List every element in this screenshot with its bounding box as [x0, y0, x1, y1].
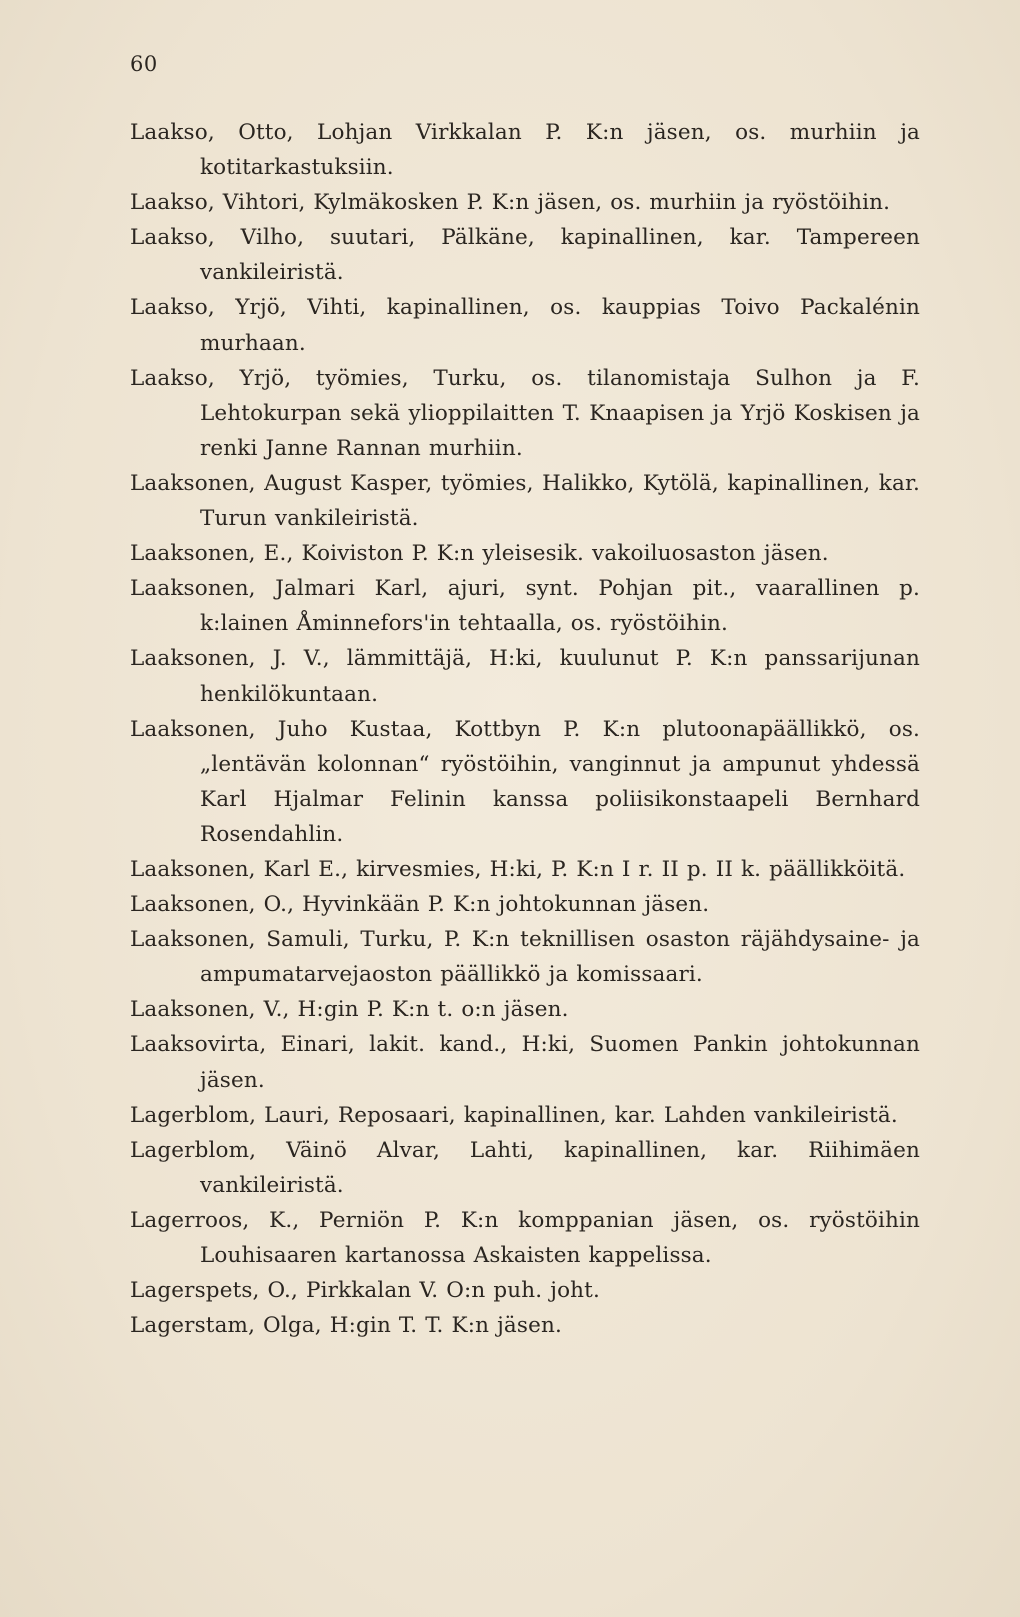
- page-number: 60: [130, 52, 158, 76]
- list-item: Laakso, Otto, Lohjan Virkkalan P. K:n jäsen, os. murhiin ja kotitarkastuksiin.: [130, 120, 920, 181]
- list-item: Laaksonen, August Kasper, työmies, Halikko, Kytölä, kapinallinen, kar. Turun vankileiristä.: [130, 470, 920, 532]
- list-item: Lagerroos, K., Perniön P. K:n komppanian jäsen, os. ryöstöihin Louhisaaren kartanossa Askaisten kappelissa.: [130, 1207, 920, 1268]
- list-item: Lagerblom, Väinö Alvar, Lahti, kapinallinen, kar. Riihimäen vankileiristä.: [130, 1137, 920, 1198]
- list-item: Laakso, Yrjö, Vihti, kapinallinen, os. kauppias Toivo Packalénin murhaan.: [130, 295, 920, 356]
- list-item: Laakso, Vilho, suutari, Pälkäne, kapinallinen, kar. Tampereen vankileiristä.: [130, 225, 920, 286]
- list-item: Laaksonen, Juho Kustaa, Kottbyn P. K:n plutoonapäällikkö, os. „lentävän kolonnan“ ryöstöihin, vanginnut ja ampunut yhdessä Karl Hjalmar Felinin kanssa poliisikonstaapeli Bernhard Rosendahlin.: [130, 716, 920, 847]
- list-item: Laaksonen, Samuli, Turku, P. K:n teknillisen osaston räjähdysaine- ja ampumatarvejaoston päällikkö ja komissaari.: [130, 927, 920, 988]
- list-item: Lagerspets, O., Pirkkalan V. O:n puh. joht.: [130, 1278, 600, 1304]
- entry-list: [130, 115, 920, 1343]
- list-item: Lagerblom, Lauri, Reposaari, kapinallinen, kar. Lahden vankileiristä.: [130, 1102, 898, 1128]
- list-item: Laaksonen, Jalmari Karl, ajuri, synt. Pohjan pit., vaarallinen p. k:lainen Åminnefors'in tehtaalla, os. ryöstöihin.: [130, 576, 920, 637]
- list-item: Laaksovirta, Einari, lakit. kand., H:ki, Suomen Pankin johtokunnan jäsen.: [130, 1032, 920, 1093]
- list-item: Laaksonen, J. V., lämmittäjä, H:ki, kuulunut P. K:n panssarijunan henkilökuntaan.: [130, 646, 920, 707]
- list-item: Laaksonen, Karl E., kirvesmies, H:ki, P. K:n I r. II p. II k. päällikköitä.: [130, 856, 906, 882]
- list-item: Lagerstam, Olga, H:gin T. T. K:n jäsen.: [130, 1313, 562, 1339]
- list-item: Laakso, Vihtori, Kylmäkosken P. K:n jäsen, os. murhiin ja ryöstöihin.: [130, 190, 891, 216]
- list-item: Laaksonen, O., Hyvinkään P. K:n johtokunnan jäsen.: [130, 892, 710, 918]
- list-item: Laaksonen, E., Koiviston P. K:n yleisesik. vakoiluosaston jäsen.: [130, 541, 829, 567]
- list-item: Laakso, Yrjö, työmies, Turku, os. tilanomistaja Sulhon ja F. Lehtokurpan sekä ylioppilaitten T. Knaapisen ja Yrjö Koskisen ja renki Janne Rannan murhiin.: [130, 365, 920, 461]
- list-item: Laaksonen, V., H:gin P. K:n t. o:n jäsen.: [130, 997, 569, 1023]
